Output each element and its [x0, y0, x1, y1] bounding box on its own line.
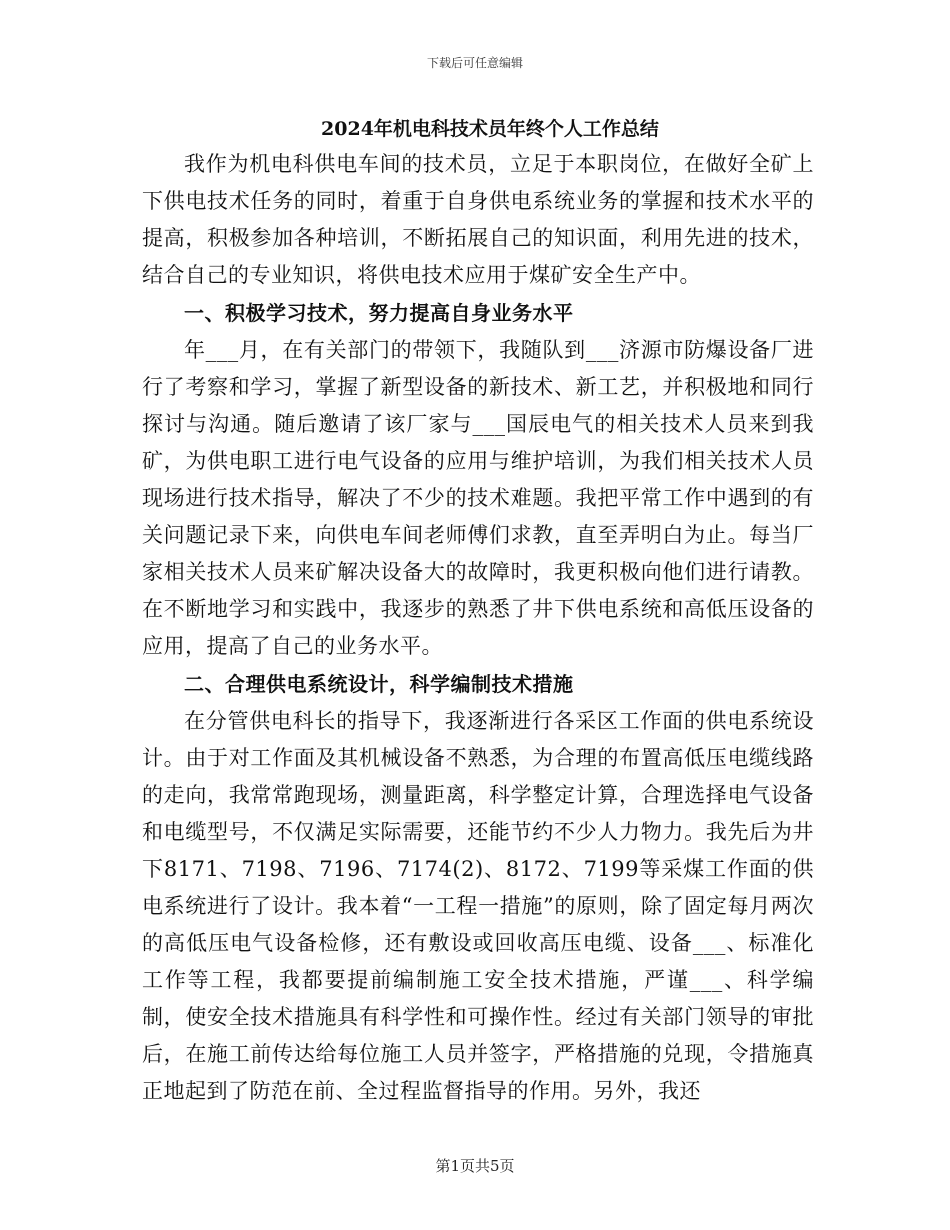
section-1-paragraph: 年___月，在有关部门的带领下，我随队到___济源市防爆设备厂进行了考察和学习，掌握了新型设备的新技术、新工艺，并积极地和同行探讨与沟通。随后邀请了该厂家与___国辰电气的相关技术人员来到我矿，为供电职工进行电气设备的应用与维护培训，为我们相关技术人员现场进行技术指导，解决了不少的技术难题。我把平常工作中遇到的有关问题记录下来，向供电车间老师傅们求教，直至弄明白为止。每当厂家相关技术人员来矿解决设备大的故障时，我更积极向他们进行请教。在不断地学习和实践中，我逐步的熟悉了井下供电系统和高低压设备的应用，提高了自己的业务水平。 [142, 338, 814, 658]
document-title: 2024年机电科技术员年终个人工作总结 [321, 118, 659, 140]
header-note: 下载后可任意编辑 [426, 56, 523, 70]
page-footer: 第1页共5页 [435, 1157, 515, 1175]
section-1-heading: 一、积极学习技术，努力提高自身业务水平 [184, 301, 574, 325]
document-body [142, 112, 814, 1110]
section-2-heading: 二、合理供电系统设计，科学编制技术措施 [184, 672, 574, 696]
intro-paragraph: 我作为机电科供电车间的技术员，立足于本职岗位，在做好全矿上下供电技术任务的同时，着重于自身供电系统业务的掌握和技术水平的提高，积极参加各种培训，不断拓展自己的知识面，利用先进的技术，结合自己的专业知识，将供电技术应用于煤矿安全生产中。 [142, 152, 814, 287]
section-2-paragraph: 在分管供电科长的指导下，我逐渐进行各采区工作面的供电系统设计。由于对工作面及其机械设备不熟悉，为合理的布置高低压电缆线路的走向，我常常跑现场，测量距离，科学整定计算，合理选择电气设备和电缆型号，不仅满足实际需要，还能节约不少人力物力。我先后为井下8171、7198、7196、7174(2)、8172、7199等采煤工作面的供电系统进行了设计。我本着“一工程一措施”的原则，除了固定每月两次的高低压电气设备检修，还有敷设或回收高压电缆、设备___、标准化工作等工程，我都要提前编制施工安全技术措施，严谨___、科学编制，使安全技术措施具有科学性和可操作性。经过有关部门领导的审批后，在施工前传达给每位施工人员并签字，严格措施的兑现，令措施真正地起到了防范在前、全过程监督指导的作用。另外，我还 [142, 709, 814, 1103]
